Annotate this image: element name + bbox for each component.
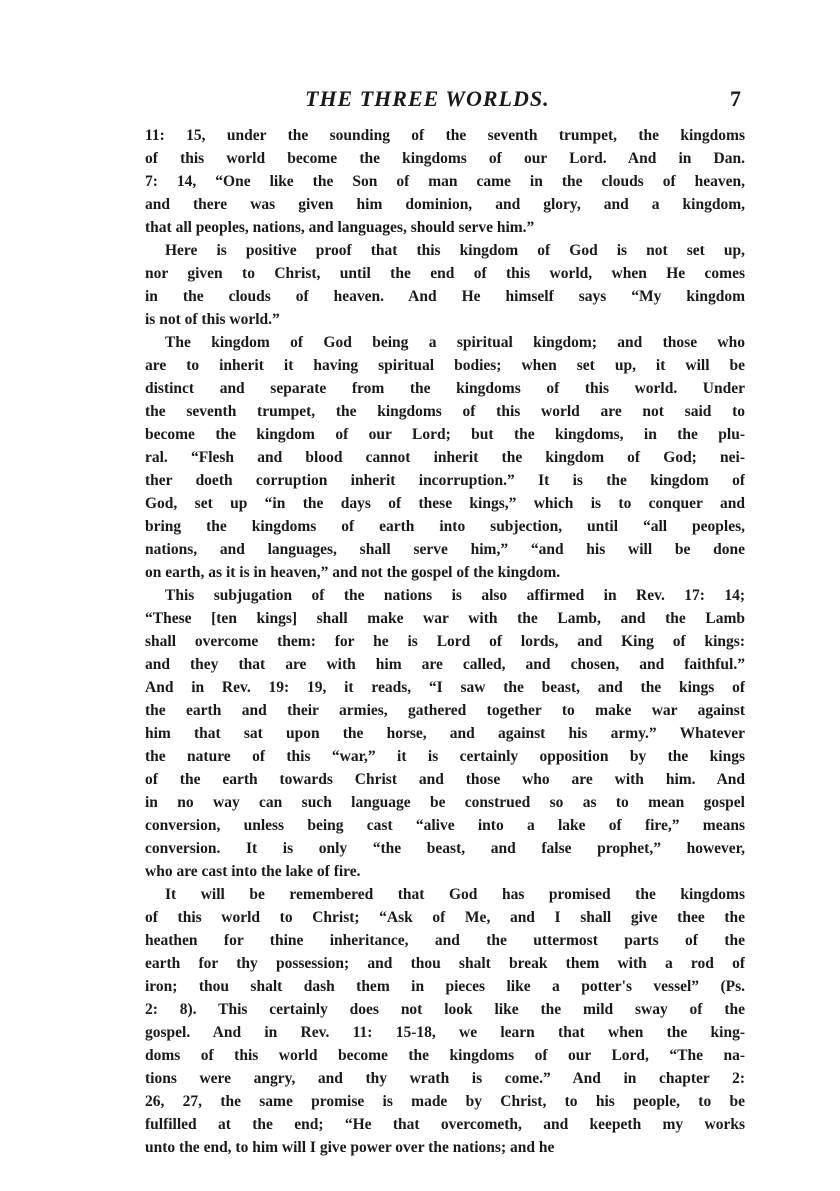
text-line: doms of this world become the kingdoms of our Lord, “The na- <box>145 1047 745 1064</box>
text-line: who are cast into the lake of fire. <box>145 863 361 880</box>
text-line: 7: 14, “One like the Son of man came in the clouds of heaven, <box>145 173 745 190</box>
text-line: ther doeth corruption inherit incorruption.” It is the kingdom of <box>145 472 745 489</box>
text-line: the nature of this “war,” it is certainly opposition by the kings <box>145 748 745 765</box>
text-line: the earth and their armies, gathered together to make war against <box>145 702 745 719</box>
text-line: Here is positive proof that this kingdom of God is not set up, <box>165 242 745 259</box>
body-text <box>145 124 745 1159</box>
text-line: nor given to Christ, until the end of this world, when He comes <box>145 265 745 282</box>
text-line: earth for thy possession; and thou shalt break them with a rod of <box>145 955 745 972</box>
text-line: iron; thou shalt dash them in pieces like a potter's vessel” (Ps. <box>145 978 745 995</box>
text-line: fulfilled at the end; “He that overcometh, and keepeth my works <box>145 1116 745 1133</box>
text-line: on earth, as it is in heaven,” and not the gospel of the kingdom. <box>145 564 561 581</box>
text-line: and there was given him dominion, and glory, and a kingdom, <box>145 196 745 213</box>
text-line: distinct and separate from the kingdoms of this world. Under <box>145 380 745 397</box>
text-line: shall overcome them: for he is Lord of lords, and King of kings: <box>145 633 745 650</box>
text-line: and they that are with him are called, and chosen, and faithful.” <box>145 656 745 673</box>
running-title: THE THREE WORLDS. <box>305 86 550 111</box>
text-line: of this world to Christ; “Ask of Me, and I shall give thee the <box>145 909 745 926</box>
text-line: tions were angry, and thy wrath is come.” And in chapter 2: <box>145 1070 745 1087</box>
text-line: the seventh trumpet, the kingdoms of this world are not said to <box>145 403 745 420</box>
text-line: gospel. And in Rev. 11: 15-18, we learn that when the king- <box>145 1024 745 1041</box>
text-line: unto the end, to him will I give power over the nations; and he <box>145 1139 555 1156</box>
text-line: of the earth towards Christ and those who are with him. And <box>145 771 745 788</box>
running-head <box>145 86 745 116</box>
text-line: him that sat upon the horse, and against his army.” Whatever <box>145 725 745 742</box>
text-line: bring the kingdoms of earth into subjection, until “all peoples, <box>145 518 745 535</box>
text-line: The kingdom of God being a spiritual kingdom; and those who <box>165 334 745 351</box>
text-line: It will be remembered that God has promised the kingdoms <box>165 886 745 903</box>
text-line: 11: 15, under the sounding of the seventh trumpet, the kingdoms <box>145 127 745 144</box>
text-line: This subjugation of the nations is also affirmed in Rev. 17: 14; <box>165 587 745 604</box>
text-line: heathen for thine inheritance, and the uttermost parts of the <box>145 932 745 949</box>
text-line: conversion. It is only “the beast, and false prophet,” however, <box>145 840 745 857</box>
text-line: conversion, unless being cast “alive into a lake of fire,” means <box>145 817 745 834</box>
page-number: 7 <box>730 86 741 111</box>
text-line: nations, and languages, shall serve him,” “and his will be done <box>145 541 745 558</box>
text-line: become the kingdom of our Lord; but the kingdoms, in the plu- <box>145 426 745 443</box>
text-line: 2: 8). This certainly does not look like the mild sway of the <box>145 1001 745 1018</box>
text-line: is not of this world.” <box>145 311 280 328</box>
text-line: in no way can such language be construed so as to mean gospel <box>145 794 745 811</box>
text-line: God, set up “in the days of these kings,” which is to conquer and <box>145 495 745 512</box>
text-line: in the clouds of heaven. And He himself says “My kingdom <box>145 288 745 305</box>
text-line: “These [ten kings] shall make war with the Lamb, and the Lamb <box>145 610 745 627</box>
text-line: ral. “Flesh and blood cannot inherit the kingdom of God; nei- <box>145 449 745 466</box>
text-line: of this world become the kingdoms of our Lord. And in Dan. <box>145 150 745 167</box>
text-line: are to inherit it having spiritual bodies; when set up, it will be <box>145 357 745 374</box>
text-line: And in Rev. 19: 19, it reads, “I saw the beast, and the kings of <box>145 679 745 696</box>
text-line: that all peoples, nations, and languages, should serve him.” <box>145 219 535 236</box>
text-line: 26, 27, the same promise is made by Christ, to his people, to be <box>145 1093 745 1110</box>
